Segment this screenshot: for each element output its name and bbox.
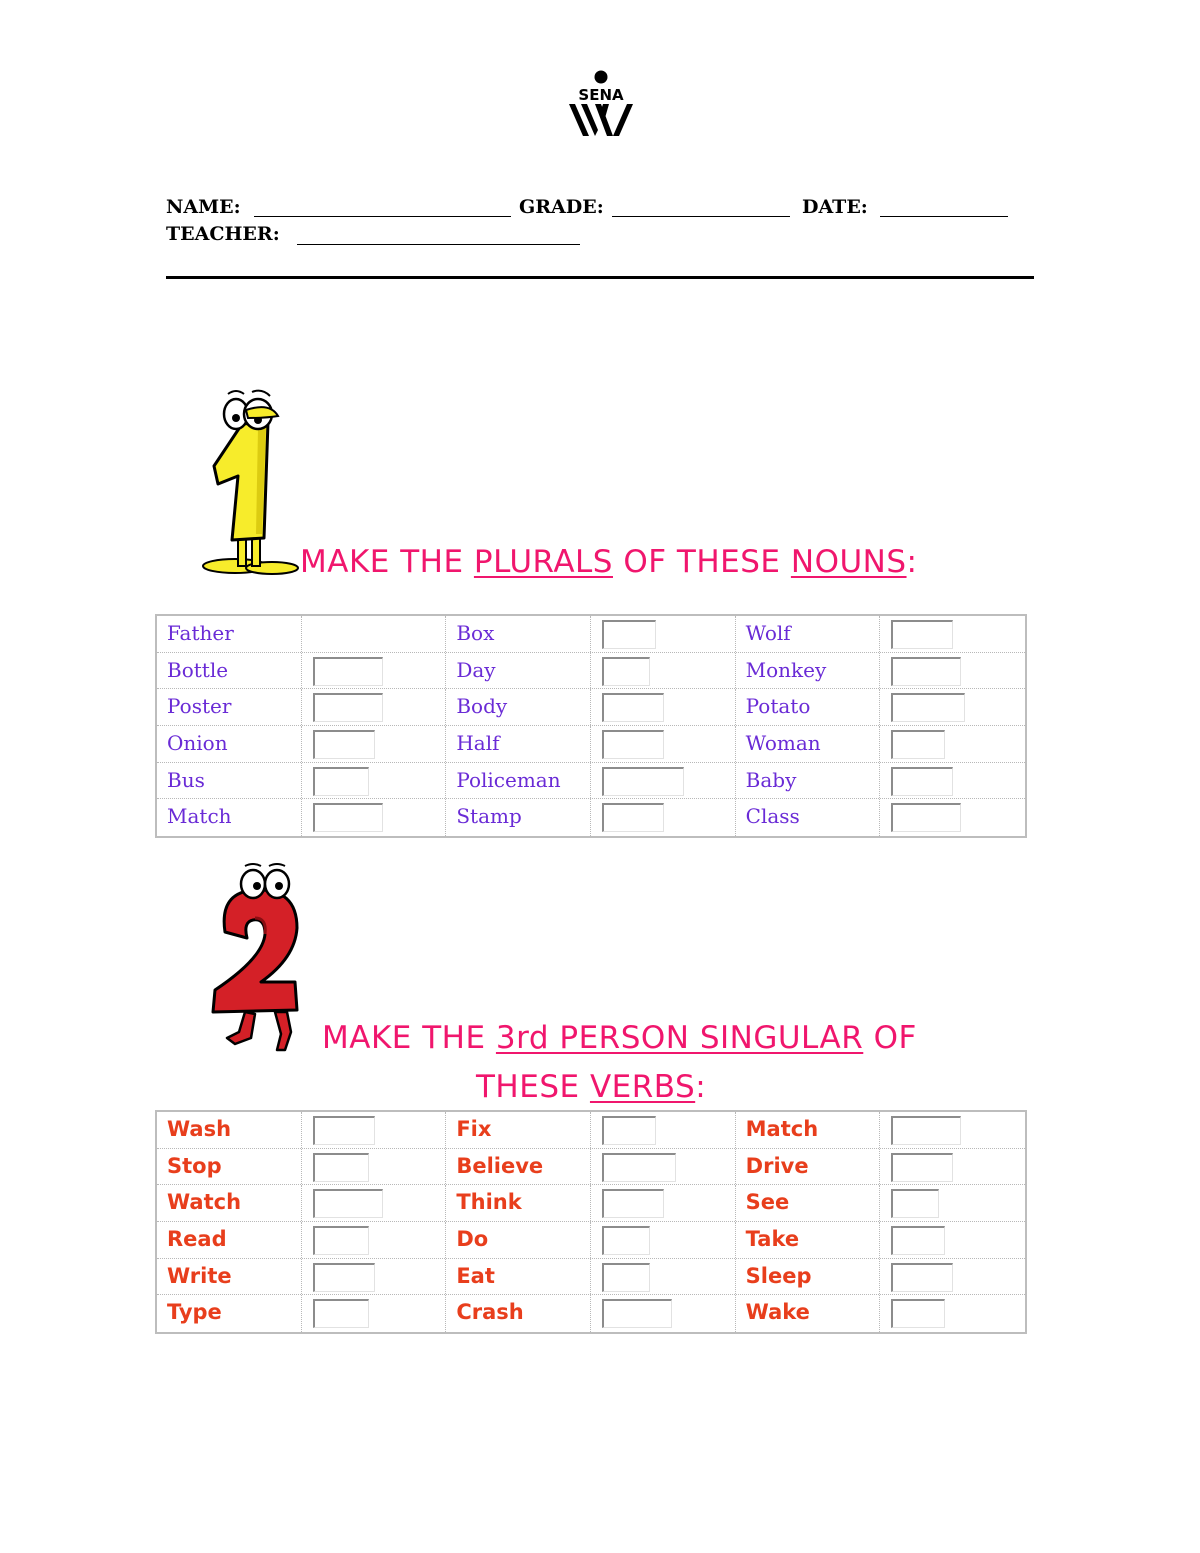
answer-cell xyxy=(880,1259,1025,1295)
noun-word: Poster xyxy=(157,689,302,725)
answer-cell xyxy=(302,799,447,836)
answer-input[interactable] xyxy=(891,803,961,832)
verb-word: Watch xyxy=(157,1185,302,1221)
answer-input[interactable] xyxy=(313,730,375,759)
answer-cell xyxy=(880,616,1025,652)
answer-input[interactable] xyxy=(891,767,953,796)
teacher-field-line[interactable] xyxy=(297,244,580,245)
header-divider xyxy=(166,276,1034,279)
table-row xyxy=(157,1185,1025,1222)
section2-title-line2: THESE VERBS: xyxy=(476,1069,707,1105)
table-row xyxy=(157,653,1025,690)
noun-word: Bottle xyxy=(157,653,302,689)
verb-word: Drive xyxy=(736,1149,881,1185)
noun-word: Potato xyxy=(736,689,881,725)
answer-input[interactable] xyxy=(891,1153,953,1182)
answer-input[interactable] xyxy=(313,1299,369,1328)
answer-input[interactable] xyxy=(891,730,945,759)
answer-cell xyxy=(880,1112,1025,1148)
name-field-line[interactable] xyxy=(254,216,511,217)
verbs-table xyxy=(155,1110,1027,1334)
date-field-line[interactable] xyxy=(880,216,1008,217)
noun-word: Stamp xyxy=(446,799,591,836)
answer-cell xyxy=(591,1295,736,1332)
verb-word: Type xyxy=(157,1295,302,1332)
noun-word: Half xyxy=(446,726,591,762)
verb-word: Crash xyxy=(446,1295,591,1332)
noun-word: Day xyxy=(446,653,591,689)
answer-input[interactable] xyxy=(602,1263,650,1292)
answer-cell xyxy=(302,763,447,799)
answer-input[interactable] xyxy=(313,1226,369,1255)
answer-input[interactable] xyxy=(313,657,383,686)
answer-cell xyxy=(302,616,447,652)
verb-word: Match xyxy=(736,1112,881,1148)
table-row xyxy=(157,1259,1025,1296)
answer-cell xyxy=(591,1222,736,1258)
logo-text: SENA xyxy=(578,86,624,104)
answer-cell xyxy=(880,1185,1025,1221)
answer-cell xyxy=(591,689,736,725)
answer-input[interactable] xyxy=(602,730,664,759)
verb-word: Write xyxy=(157,1259,302,1295)
section2-title-line1: MAKE THE 3rd PERSON SINGULAR OF xyxy=(322,1020,917,1056)
table-row xyxy=(157,799,1025,836)
noun-word: Bus xyxy=(157,763,302,799)
table-row xyxy=(157,726,1025,763)
verb-word: See xyxy=(736,1185,881,1221)
answer-input[interactable] xyxy=(891,693,965,722)
answer-cell xyxy=(591,1112,736,1148)
verb-word: Wake xyxy=(736,1295,881,1332)
table-row xyxy=(157,1295,1025,1332)
answer-input[interactable] xyxy=(602,693,664,722)
answer-input[interactable] xyxy=(602,1116,656,1145)
answer-cell xyxy=(591,799,736,836)
teacher-label: TEACHER: xyxy=(166,223,280,245)
answer-input[interactable] xyxy=(891,1226,945,1255)
answer-cell xyxy=(591,653,736,689)
answer-input[interactable] xyxy=(602,620,656,649)
answer-input[interactable] xyxy=(313,1116,375,1145)
answer-input[interactable] xyxy=(891,1263,953,1292)
answer-input[interactable] xyxy=(313,1263,375,1292)
answer-input[interactable] xyxy=(602,1153,676,1182)
answer-cell xyxy=(880,653,1025,689)
table-row xyxy=(157,1222,1025,1259)
answer-input[interactable] xyxy=(891,620,953,649)
sena-logo-icon xyxy=(565,70,637,140)
verb-word: Fix xyxy=(446,1112,591,1148)
noun-word: Monkey xyxy=(736,653,881,689)
verb-word: Take xyxy=(736,1222,881,1258)
noun-word: Father xyxy=(157,616,302,652)
answer-cell xyxy=(302,1149,447,1185)
verb-word: Sleep xyxy=(736,1259,881,1295)
answer-cell xyxy=(591,616,736,652)
noun-word: Wolf xyxy=(736,616,881,652)
answer-cell xyxy=(880,763,1025,799)
answer-cell xyxy=(302,1222,447,1258)
answer-cell xyxy=(591,1185,736,1221)
answer-cell xyxy=(591,763,736,799)
answer-cell xyxy=(302,1295,447,1332)
table-row xyxy=(157,616,1025,653)
noun-word: Class xyxy=(736,799,881,836)
noun-word: Box xyxy=(446,616,591,652)
answer-cell xyxy=(302,1185,447,1221)
answer-cell xyxy=(880,1222,1025,1258)
answer-input[interactable] xyxy=(313,767,369,796)
answer-cell xyxy=(591,1259,736,1295)
answer-cell xyxy=(302,689,447,725)
number-two-mascot-icon xyxy=(205,862,320,1054)
answer-cell xyxy=(591,726,736,762)
answer-input[interactable] xyxy=(891,1299,945,1328)
answer-cell xyxy=(591,1149,736,1185)
nouns-table xyxy=(155,614,1027,838)
answer-input[interactable] xyxy=(891,1116,961,1145)
answer-input[interactable] xyxy=(602,657,650,686)
answer-cell xyxy=(880,1149,1025,1185)
answer-cell xyxy=(302,726,447,762)
noun-word: Woman xyxy=(736,726,881,762)
answer-input[interactable] xyxy=(891,657,961,686)
number-one-mascot-icon xyxy=(200,388,300,580)
answer-input[interactable] xyxy=(602,803,664,832)
verb-word: Eat xyxy=(446,1259,591,1295)
table-row xyxy=(157,689,1025,726)
answer-cell xyxy=(302,1112,447,1148)
verb-word: Think xyxy=(446,1185,591,1221)
noun-word: Policeman xyxy=(446,763,591,799)
answer-input[interactable] xyxy=(602,767,684,796)
noun-word: Baby xyxy=(736,763,881,799)
answer-cell xyxy=(302,1259,447,1295)
answer-input[interactable] xyxy=(313,1189,383,1218)
answer-input[interactable] xyxy=(313,693,383,722)
noun-word: Onion xyxy=(157,726,302,762)
answer-input[interactable] xyxy=(602,1226,650,1255)
verb-word: Wash xyxy=(157,1112,302,1148)
noun-word: Match xyxy=(157,799,302,836)
verb-word: Stop xyxy=(157,1149,302,1185)
answer-cell xyxy=(880,1295,1025,1332)
answer-input[interactable] xyxy=(313,803,383,832)
table-row xyxy=(157,763,1025,800)
table-row xyxy=(157,1112,1025,1149)
answer-cell xyxy=(880,689,1025,725)
answer-cell xyxy=(880,726,1025,762)
answer-input[interactable] xyxy=(602,1189,664,1218)
answer-input[interactable] xyxy=(602,1299,672,1328)
verb-word: Read xyxy=(157,1222,302,1258)
answer-input[interactable] xyxy=(891,1189,939,1218)
grade-field-line[interactable] xyxy=(612,216,790,217)
answer-cell xyxy=(880,799,1025,836)
grade-label: GRADE: xyxy=(519,196,604,218)
answer-cell xyxy=(302,653,447,689)
table-row xyxy=(157,1149,1025,1186)
verb-word: Believe xyxy=(446,1149,591,1185)
date-label: DATE: xyxy=(802,196,868,218)
section1-title: MAKE THE PLURALS OF THESE NOUNS: xyxy=(300,544,918,580)
verb-word: Do xyxy=(446,1222,591,1258)
answer-input[interactable] xyxy=(313,1153,369,1182)
name-label: NAME: xyxy=(166,196,241,218)
noun-word: Body xyxy=(446,689,591,725)
